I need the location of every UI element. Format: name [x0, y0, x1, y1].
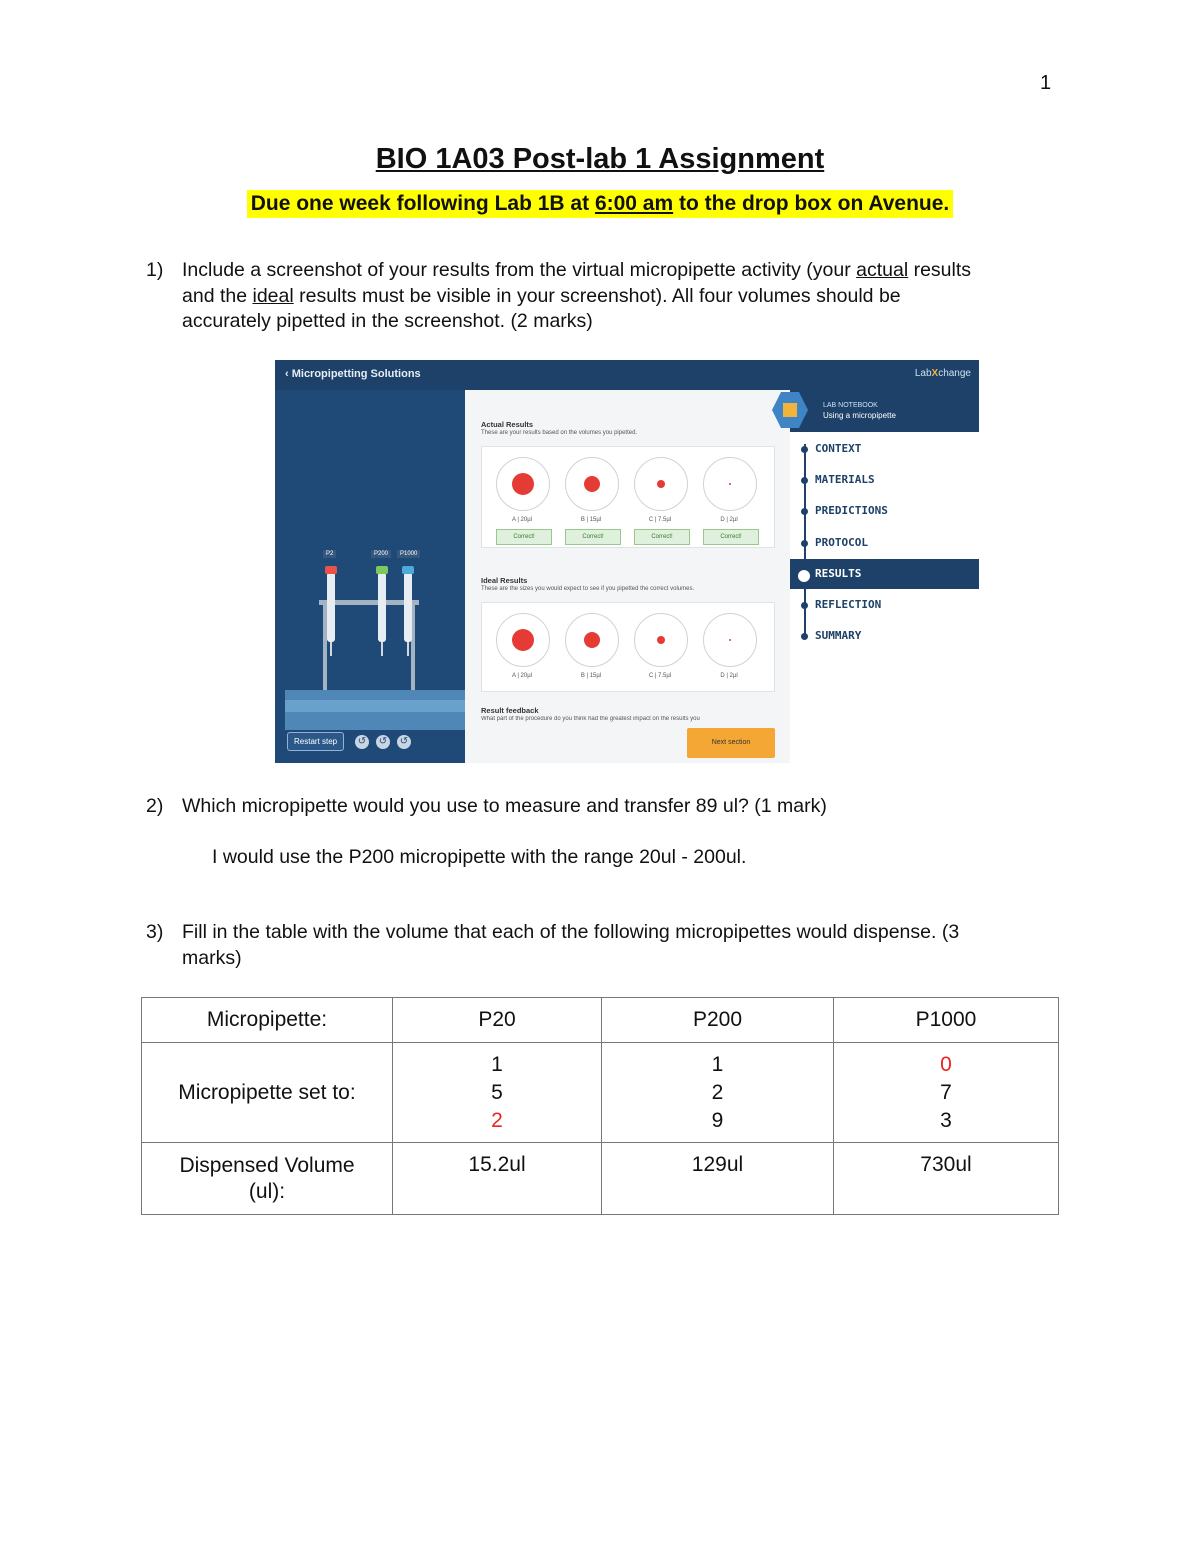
row-label: Micropipette set to:	[142, 1043, 393, 1143]
due-text-a: Due one week following Lab 1B at	[250, 192, 595, 215]
digit: 1	[711, 1052, 724, 1076]
row-label-line: Dispensed Volume	[179, 1154, 355, 1177]
result-feedback-heading: Result feedback	[481, 706, 539, 715]
q1-text-a: Include a screenshot of your results from the virtual micropipette activity (your	[182, 259, 857, 281]
actual-results-heading: Actual Results	[481, 420, 534, 429]
correct-badge: Correct!	[565, 529, 621, 545]
well-d	[703, 457, 757, 511]
row-label-line: (ul):	[248, 1180, 286, 1203]
due-time: 6:00 am	[594, 192, 674, 215]
table-row	[142, 1143, 1059, 1215]
setting-cell-p20	[393, 1043, 602, 1143]
question-1	[146, 258, 1082, 335]
actual-results-subtitle: These are your results based on the volumes you pipetted.	[481, 430, 638, 436]
row-label	[142, 1143, 393, 1215]
brand-a: Lab	[914, 368, 932, 379]
ideal-results-heading: Ideal Results	[481, 576, 528, 585]
question-1-line-2	[182, 284, 1082, 310]
notebook-subtitle: Using a micropipette	[823, 411, 896, 420]
well-label: C | 7.5µl	[648, 673, 672, 679]
digit-highlight: 2	[491, 1108, 503, 1132]
question-3-line-2: marks)	[182, 946, 242, 969]
nav-item-summary[interactable]: SUMMARY	[815, 629, 862, 642]
question-2	[146, 794, 1082, 820]
nav-bullet	[801, 508, 808, 515]
lab-bench-edge	[285, 700, 465, 712]
nav-item-reflection[interactable]: REFLECTION	[815, 598, 882, 611]
notebook-title: LAB NOTEBOOK	[823, 402, 878, 409]
restart-step-button[interactable]: Restart step	[287, 732, 344, 751]
nav-item-protocol[interactable]: PROTOCOL	[815, 536, 868, 549]
nav-bullet	[801, 602, 808, 609]
due-notice	[0, 190, 1200, 218]
question-3-line-1: Fill in the table with the volume that each of the following micropipettes would dispense. (3	[182, 921, 960, 943]
well-label: D | 2µl	[720, 517, 738, 523]
question-1-line-3: accurately pipetted in the screenshot. (2 marks)	[182, 310, 593, 332]
brand-x: X	[931, 368, 939, 379]
micropipette-table	[141, 997, 1059, 1215]
digit: 7	[940, 1080, 952, 1104]
ideal-well-d	[703, 613, 757, 667]
pipette-p2[interactable]	[327, 572, 335, 642]
brand-logo	[915, 368, 971, 379]
app-top-bar	[275, 360, 979, 390]
question-2-number: 2)	[146, 795, 164, 817]
well-label: A | 20µl	[511, 673, 533, 679]
ideal-well-a	[496, 613, 550, 667]
nav-active-marker	[798, 570, 810, 582]
due-text-b: to the drop box on Avenue.	[673, 192, 950, 215]
nav-item-predictions[interactable]: PREDICTIONS	[815, 504, 888, 517]
correct-badge: Correct!	[496, 529, 552, 545]
q1-text-c: and the	[182, 284, 253, 307]
question-1-line-1	[182, 258, 1082, 284]
q1-text-d: results must be visible in your screenshot). All four volumes should be	[293, 284, 901, 307]
brand-b: change	[938, 368, 971, 379]
pipette-p200[interactable]	[378, 572, 386, 642]
results-screenshot	[275, 360, 979, 763]
page-number: 1	[1040, 72, 1052, 94]
ideal-well-b	[565, 613, 619, 667]
digit: 1	[491, 1052, 503, 1076]
correct-badge: Correct!	[634, 529, 690, 545]
well-label: A | 20µl	[511, 517, 533, 523]
header-cell: P200	[602, 998, 834, 1043]
pipette-label-p2: P2	[323, 550, 336, 558]
undo-icon[interactable]: ↺	[397, 735, 411, 749]
q1-text-b: results	[908, 259, 972, 281]
actual-results-card	[481, 446, 775, 548]
header-cell: P1000	[834, 998, 1059, 1043]
step-controls	[283, 732, 463, 754]
digit-highlight: 0	[940, 1052, 952, 1076]
digit: 5	[491, 1080, 503, 1104]
volume-cell: 15.2ul	[393, 1143, 602, 1215]
question-2-answer: I would use the P200 micropipette with the range 20ul - 200ul.	[212, 846, 747, 868]
nav-item-context[interactable]: CONTEXT	[815, 442, 862, 455]
well-label: B | 15µl	[580, 517, 602, 523]
header-cell: P20	[393, 998, 602, 1043]
correct-badge: Correct!	[703, 529, 759, 545]
setting-cell-p1000	[834, 1043, 1059, 1143]
question-2-text: Which micropipette would you use to measure and transfer 89 ul? (1 mark)	[182, 795, 827, 817]
nav-bullet	[801, 446, 808, 453]
setting-cell-p200	[602, 1043, 834, 1143]
due-highlight	[247, 190, 954, 218]
document-title: BIO 1A03 Post-lab 1 Assignment	[375, 143, 825, 175]
undo-icon[interactable]: ↺	[376, 735, 390, 749]
pipette-label-p200: P200	[371, 550, 391, 558]
question-1-number: 1)	[146, 259, 164, 281]
pipette-p1000[interactable]	[404, 572, 412, 642]
digit: 3	[940, 1108, 952, 1132]
undo-icon[interactable]: ↺	[355, 735, 369, 749]
question-3	[146, 920, 1082, 971]
well-b	[565, 457, 619, 511]
results-panel	[465, 390, 790, 763]
ideal-results-subtitle: These are the sizes you would expect to see if you pipetted the correct volumes.	[481, 586, 695, 592]
well-a	[496, 457, 550, 511]
nav-bullet	[801, 540, 808, 547]
well-label: D | 2µl	[720, 673, 738, 679]
nav-bullet	[801, 477, 808, 484]
well-c	[634, 457, 688, 511]
nav-bullet	[801, 633, 808, 640]
well-label: B | 15µl	[580, 673, 602, 679]
next-section-button[interactable]: Next section	[687, 728, 775, 758]
question-3-number: 3)	[146, 921, 164, 943]
digit: 2	[711, 1080, 724, 1104]
volume-cell: 129ul	[602, 1143, 834, 1215]
volume-cell: 730ul	[834, 1143, 1059, 1215]
q1-ideal: ideal	[252, 284, 294, 307]
ideal-well-c	[634, 613, 688, 667]
digit: 9	[711, 1108, 724, 1132]
header-cell: Micropipette:	[142, 998, 393, 1043]
table-row	[142, 1043, 1059, 1143]
ideal-results-card	[481, 602, 775, 692]
pipette-label-p1000: P1000	[397, 550, 420, 558]
nav-item-materials[interactable]: MATERIALS	[815, 473, 875, 486]
nav-item-results[interactable]: RESULTS	[815, 567, 862, 580]
back-link[interactable]: ‹ Micropipetting Solutions	[285, 368, 421, 380]
table-row	[142, 998, 1059, 1043]
q1-actual: actual	[856, 259, 909, 281]
result-feedback-question: What part of the procedure do you think had the greatest impact on the results you	[481, 716, 700, 722]
well-label: C | 7.5µl	[648, 517, 672, 523]
